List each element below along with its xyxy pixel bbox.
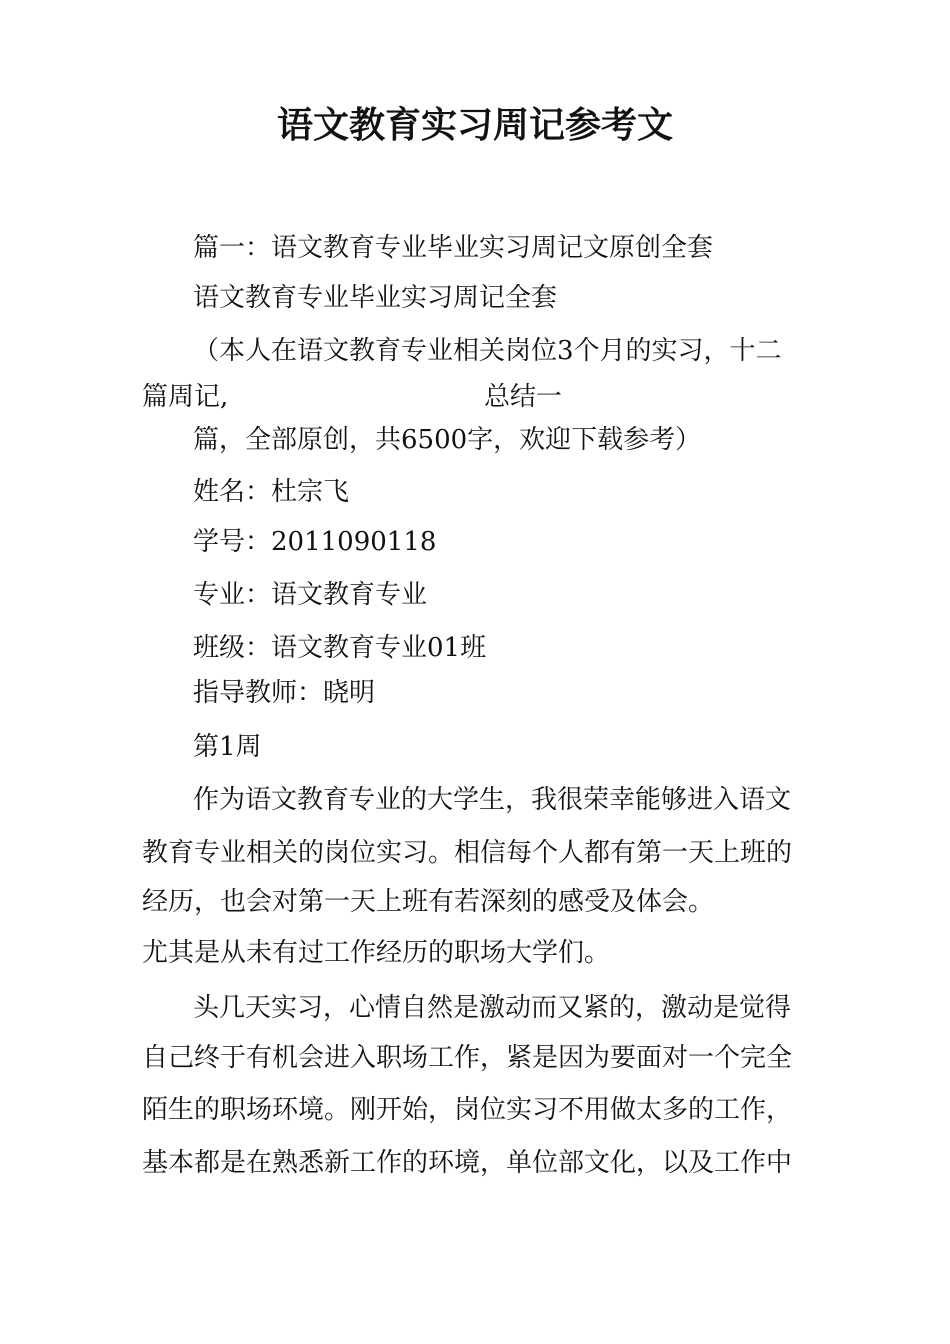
body-text-line: 基本都是在熟悉新工作的环境，单位部文化，以及工作中	[142, 1148, 793, 1178]
intro-line: 篇周记,	[142, 382, 229, 412]
advisor-teacher: 指导教师：晓明	[193, 678, 376, 708]
intro-line: （本人在语文教育专业相关岗位3个月的实习，十二	[193, 336, 782, 366]
week-label: 第1周	[193, 732, 262, 762]
body-text-line: 教育专业相关的岗位实习。相信每个人都有第一天上班的	[142, 838, 793, 868]
body-text-line: 自己终于有机会进入职场工作，紧是因为要面对一个完全	[142, 1043, 793, 1073]
body-text-line: 陌生的职场环境。刚开始，岗位实习不用做太多的工作，	[142, 1095, 793, 1125]
body-text-line: 头几天实习，心情自然是激动而又紧的，激动是觉得	[193, 993, 792, 1023]
body-text-line: 经历，也会对第一天上班有若深刻的感受及体会。	[142, 887, 715, 917]
heading-subtitle: 语文教育专业毕业实习周记全套	[193, 283, 558, 313]
student-name: 姓名：杜宗飞	[193, 477, 350, 507]
student-major: 专业：语文教育专业	[193, 580, 428, 610]
intro-line: 总结一	[484, 382, 563, 412]
body-text-line: 作为语文教育专业的大学生，我很荣幸能够进入语文	[193, 785, 792, 815]
student-id: 学号：2011090118	[193, 527, 437, 557]
student-class: 班级：语文教育专业01班	[193, 633, 487, 663]
heading-part-one: 篇一：语文教育专业毕业实习周记文原创全套	[193, 233, 714, 263]
body-text-line: 尤其是从未有过工作经历的职场大学们。	[142, 938, 611, 968]
document-title: 语文教育实习周记参考文	[276, 104, 673, 146]
intro-line: 篇，全部原创，共6500字，欢迎下载参考）	[193, 425, 702, 455]
